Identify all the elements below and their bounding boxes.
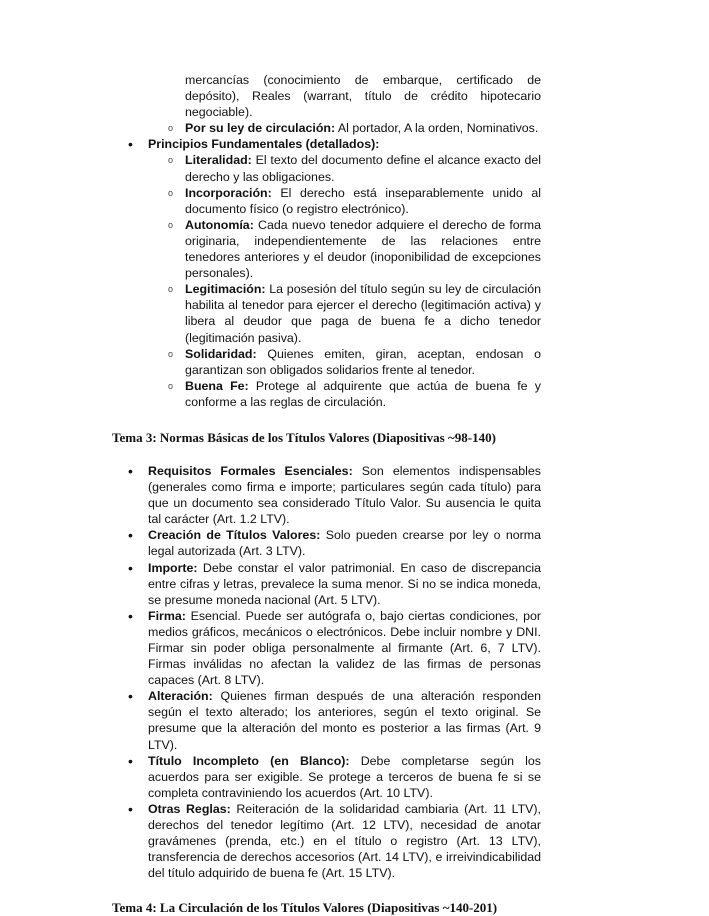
bullet-icon: • xyxy=(128,688,133,705)
list-item-principios xyxy=(128,136,541,153)
item-label: Legitimación: xyxy=(185,282,266,297)
bullet-icon: • xyxy=(128,527,133,544)
item-text: Debe constar el valor patrimonial. En caso de discrepancia entre cifras y letras, prevalece la suma menor. Si no se indica moneda, se presume moneda nacional (Art. 5 LTV). xyxy=(148,560,541,607)
item-text: Al portador, A la orden, Nominativos. xyxy=(335,121,539,136)
item-label: Principios Fundamentales (detallados): xyxy=(148,137,380,152)
item-label: Autonomía: xyxy=(185,217,254,232)
item-text: El texto del documento define el alcance exacto del derecho y las obligaciones. xyxy=(185,153,541,184)
item-label: Otras Reglas: xyxy=(148,801,231,816)
item-label: Buena Fe: xyxy=(185,378,249,393)
item-label: Firma: xyxy=(148,608,186,623)
item-label: Importe: xyxy=(148,560,198,575)
item-label: Por su ley de circulación: xyxy=(185,121,336,136)
item-text: Quienes firman después de una alteración responden según el texto alterado; los anteriores, según el texto original. Se presume que la alteración del monto es posterior a las firmas (Art. 9 LTV). xyxy=(148,689,541,752)
bullet-icon: • xyxy=(128,462,133,479)
circle-bullet-icon: o xyxy=(168,155,174,166)
bullet-icon: • xyxy=(128,800,133,817)
list-item xyxy=(128,800,541,881)
item-text: Solo pueden crearse por ley o norma legal autorizada (Art. 3 LTV). xyxy=(148,528,541,559)
circle-bullet-icon: o xyxy=(168,123,174,134)
section-heading-tema3: Tema 3: Normas Básicas de los Títulos Valores (Diapositivas ~98-140) xyxy=(112,429,496,445)
item-label: Incorporación: xyxy=(185,185,272,200)
bullet-icon: • xyxy=(128,559,133,576)
item-text: El derecho está inseparablemente unido al documento físico (o registro electrónico). xyxy=(185,185,541,216)
item-text: Son elementos indispensables (generales como firma e importe; particulares según cada título) para que un documento sea considerado Título Valor. Su ausencia le quita tal carácter (Art. 1.2 LTV). xyxy=(148,463,541,527)
item-text: Cada nuevo tenedor adquiere el derecho de forma originaria, independientemente de las relaciones entre tenedores anteriores y el deudor (inoponibilidad de excepciones personales). xyxy=(185,217,541,281)
bullet-icon: • xyxy=(128,607,133,624)
item-label: Creación de Títulos Valores: xyxy=(148,528,321,543)
item-label: Literalidad: xyxy=(185,153,252,168)
bullet-icon: • xyxy=(128,136,133,153)
circle-bullet-icon: o xyxy=(168,187,174,198)
item-text: Quienes emiten, giran, aceptan, endosan o garantizan son obligados solidarios frente al tenedor. xyxy=(185,346,541,377)
list-item xyxy=(168,185,541,217)
list-item xyxy=(128,462,541,527)
list-item xyxy=(168,346,541,378)
item-label: Solidaridad: xyxy=(185,346,257,361)
item-label: Alteración: xyxy=(148,689,213,704)
item-text: Debe completarse según los acuerdos para ser exigible. Se protege a terceros de buena fe si se completa contraviniendo los acuerdos (Art. 10 LTV). xyxy=(148,753,542,800)
circle-bullet-icon: o xyxy=(168,348,174,359)
document-page xyxy=(0,72,709,916)
circle-bullet-icon: o xyxy=(168,380,174,391)
list-item-ley-circulacion xyxy=(168,120,541,136)
list-item xyxy=(128,559,541,608)
list-item xyxy=(168,217,541,281)
item-label: Título Incompleto (en Blanco): xyxy=(148,753,350,768)
list-item xyxy=(168,152,541,184)
item-text: Esencial. Puede ser autógrafa o, bajo ciertas condiciones, por medios gráficos, mecánicos o electrónicos. Debe incluir nombre y DNI. Firmar sin poder obliga personalmente al firmante (Art. 6, 7 LTV). Firmas inválidas no afectan la validez de las firmas de personas capaces (Art. 8 LTV). xyxy=(148,608,541,688)
item-text: Reiteración de la solidaridad cambiaria (Art. 11 LTV), derechos del tenedor legítimo (Art. 12 LTV), necesidad de anotar gravámenes (prenda, etc.) en el título o registro (Art. 13 LTV), transferencia de derechos accesorios (Art. 14 LTV), e irreivindicabilidad del título adquirido de buena fe (Art. 15 LTV). xyxy=(148,801,541,881)
list-item xyxy=(168,281,541,345)
list-item xyxy=(128,527,541,559)
list-item xyxy=(128,752,542,801)
item-label: Requisitos Formales Esenciales: xyxy=(148,463,353,478)
circle-bullet-icon: o xyxy=(168,219,174,230)
list-item xyxy=(128,688,541,752)
bullet-icon: • xyxy=(128,752,133,769)
item-text: Protege al adquirente que actúa de buena fe y conforme a las reglas de circulación. xyxy=(185,378,541,409)
item-text: mercancías (conocimiento de embarque, certificado de depósito), Reales (warrant, título de crédito hipotecario negociable). xyxy=(185,73,541,120)
list-item xyxy=(168,378,541,410)
list-item-continuation xyxy=(185,72,541,120)
item-text: La posesión del título según su ley de circulación habilita al tenedor para ejercer el derecho (legitimación activa) y libera al deudor que paga de buena fe a dicho tenedor (legitimación pasiva). xyxy=(185,282,541,345)
section-heading-tema4: Tema 4: La Circulación de los Títulos Valores (Diapositivas ~140-201) xyxy=(112,900,498,916)
circle-bullet-icon: o xyxy=(168,284,174,295)
list-item xyxy=(128,607,541,688)
